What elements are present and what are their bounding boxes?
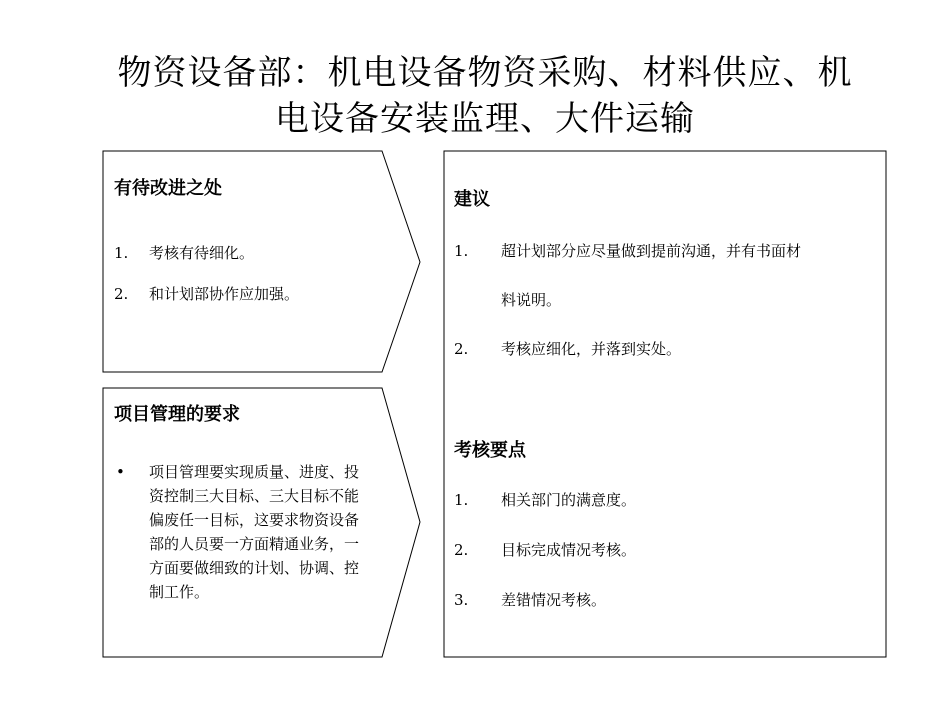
item-text: 相关部门的满意度。 <box>501 491 637 509</box>
item-text: 差错情况考核。 <box>501 591 607 609</box>
title-line-1: 物资设备部：机电设备物资采购、材料供应、机 <box>117 53 853 93</box>
paragraph-line: 资控制三大目标、三大目标不能 <box>149 487 360 505</box>
requirements-heading: 项目管理的要求 <box>114 404 240 425</box>
item-number: 1. <box>114 244 129 262</box>
paragraph-line: 部的人员要一方面精通业务，一 <box>149 535 360 553</box>
item-number: 2. <box>454 541 469 559</box>
paragraph-line: 偏废任一目标，这要求物资设备 <box>149 511 360 529</box>
item-number: 1. <box>454 491 469 509</box>
title-line-2: 电设备安装监理、大件运输 <box>275 99 695 139</box>
item-text: 和计划部协作应加强。 <box>149 285 300 303</box>
item-text: 超计划部分应尽量做到提前沟通，并有书面材 <box>501 242 802 260</box>
item-text: 考核有待细化。 <box>149 244 255 262</box>
requirements-paragraph <box>149 460 411 604</box>
item-number: 2. <box>114 285 129 303</box>
paragraph-line: 项目管理要实现质量、进度、投 <box>149 463 360 481</box>
paragraph-line: 方面要做细致的计划、协调、控 <box>149 559 360 577</box>
keypoints-heading: 考核要点 <box>454 440 526 461</box>
right-panel-frame <box>444 151 886 657</box>
item-number: 1. <box>454 242 469 260</box>
bullet-marker: • <box>116 463 125 481</box>
improvements-heading: 有待改进之处 <box>114 178 222 199</box>
item-number: 3. <box>454 591 469 609</box>
paragraph-line: 制工作。 <box>149 583 210 601</box>
item-text: 目标完成情况考核。 <box>501 541 637 559</box>
suggestions-heading: 建议 <box>454 189 490 210</box>
item-text: 考核应细化，并落到实处。 <box>501 340 682 358</box>
item-number: 2. <box>454 340 469 358</box>
item-text-continuation: 料说明。 <box>501 291 562 309</box>
